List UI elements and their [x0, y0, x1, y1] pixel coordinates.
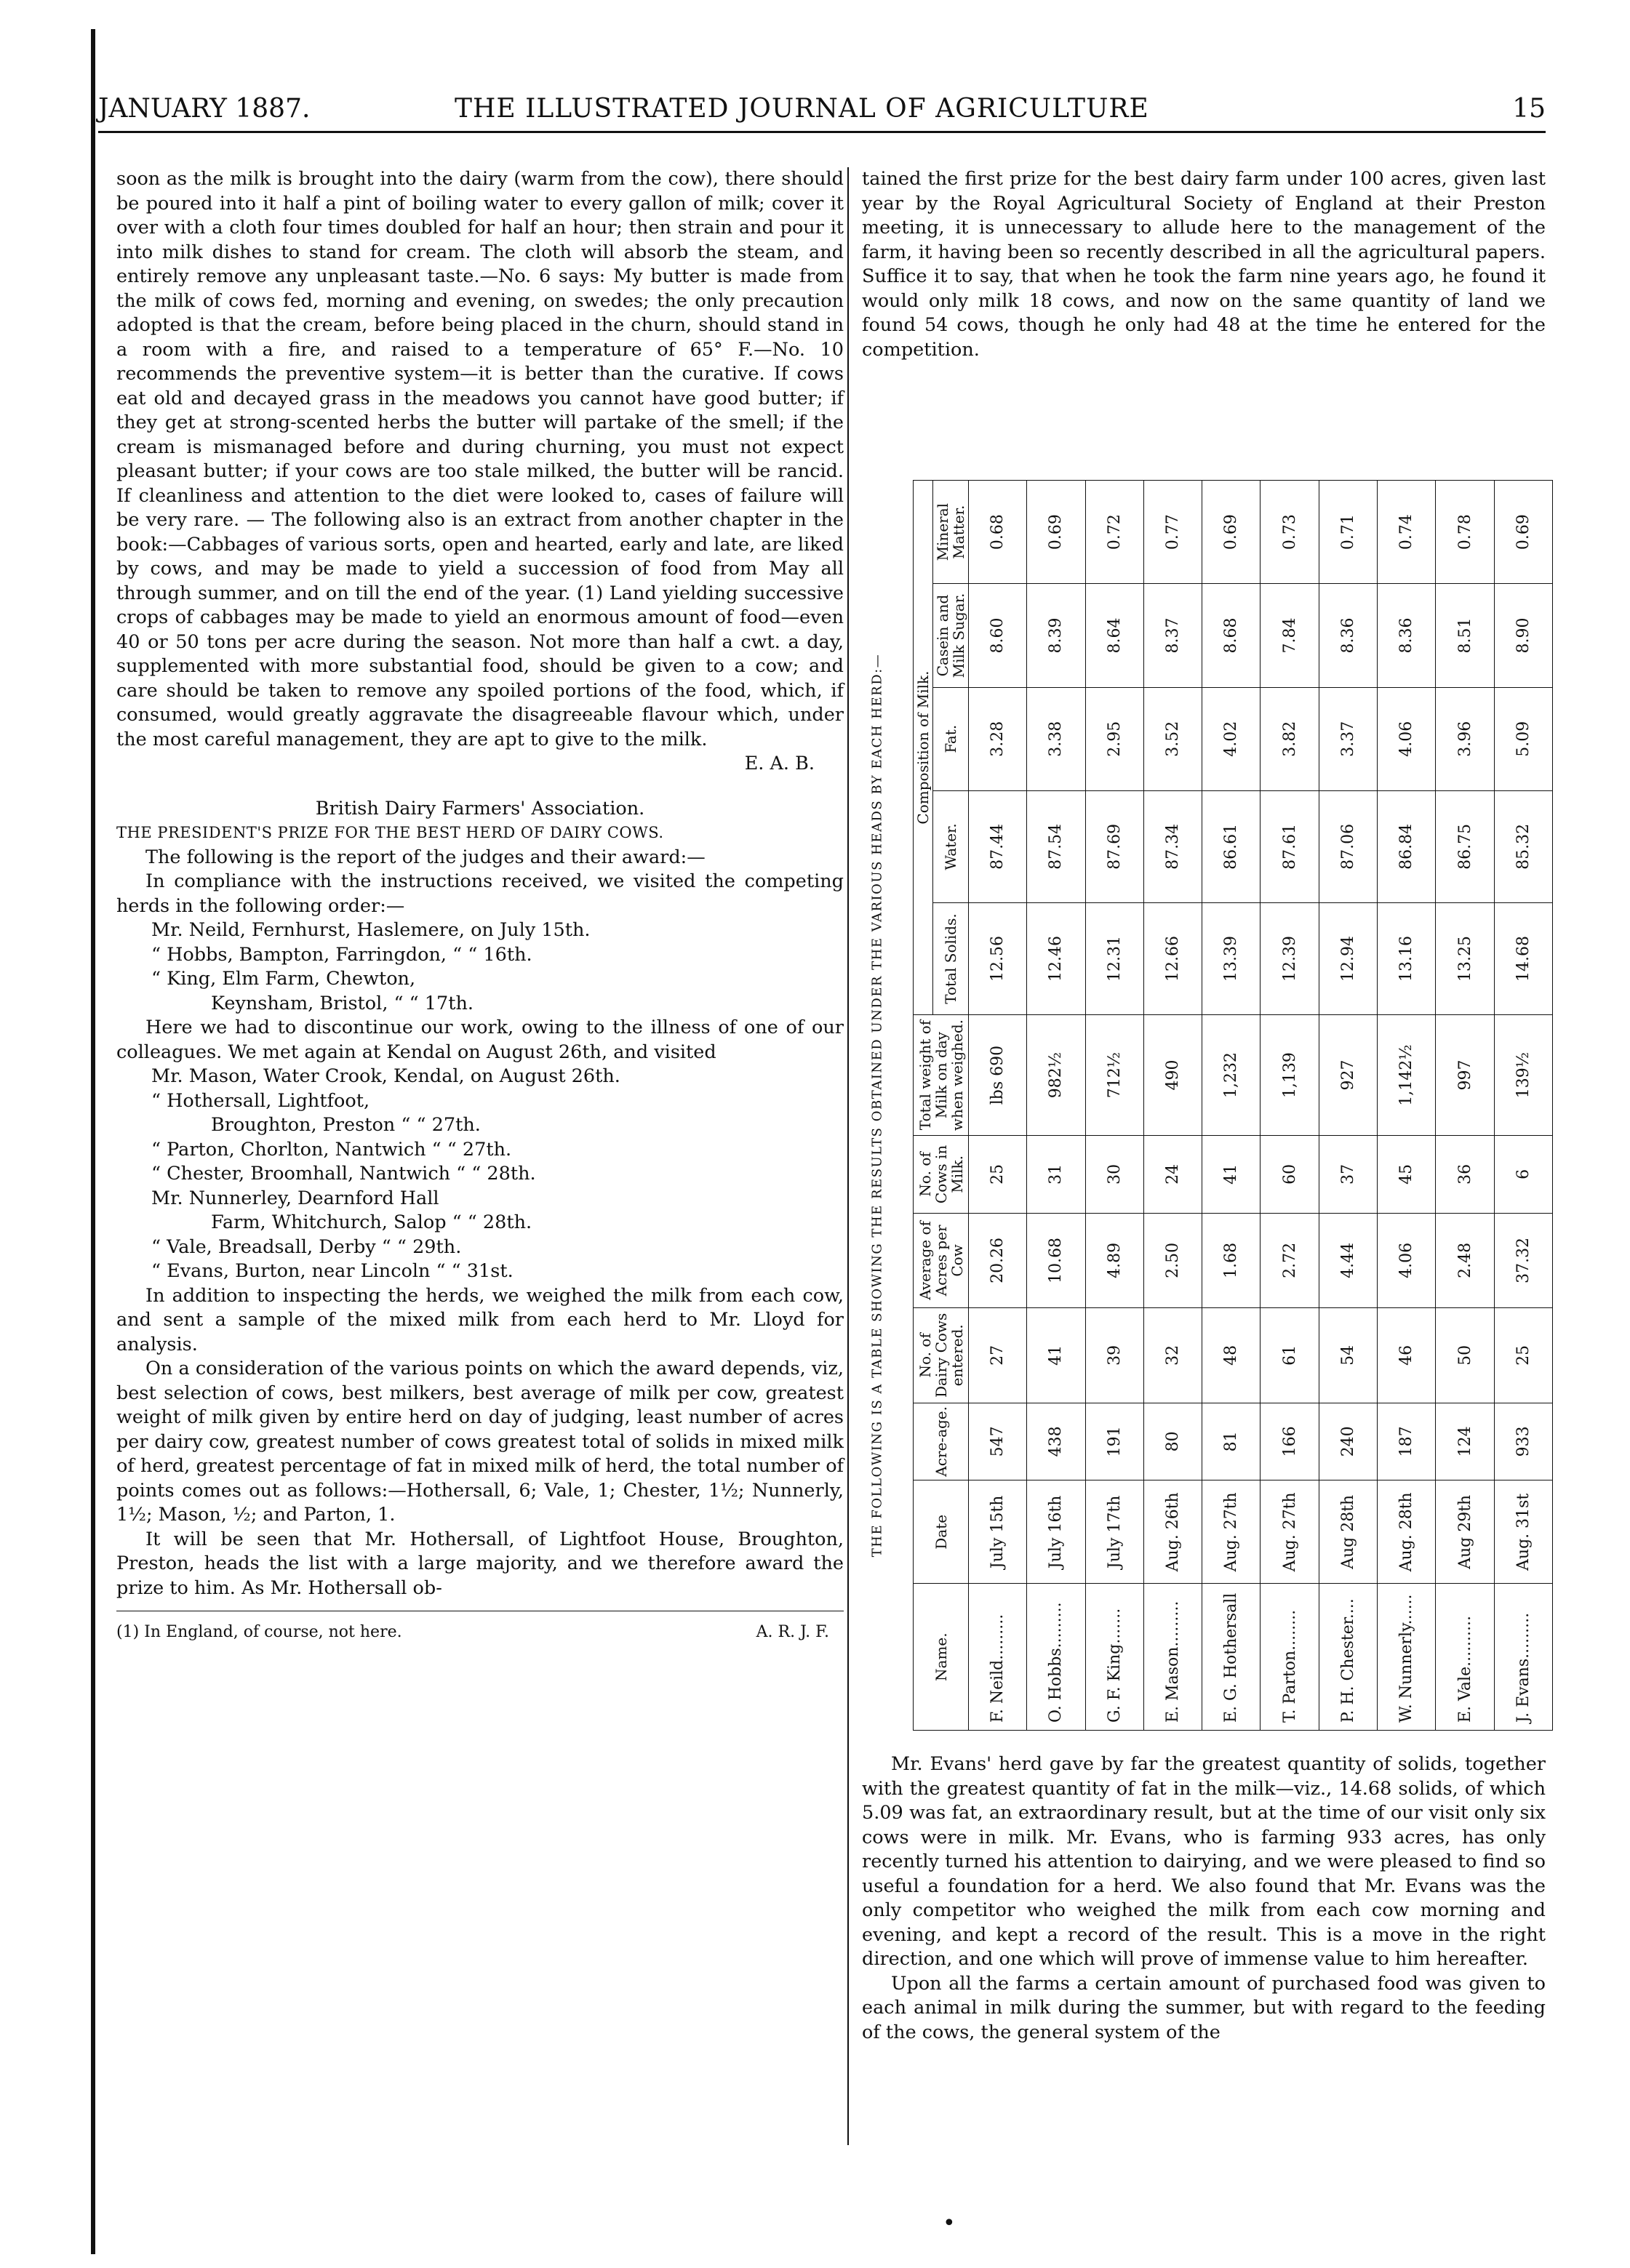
cell-total-solids: 12.56 [969, 902, 1027, 1014]
cell-total-solids: 12.66 [1143, 902, 1202, 1014]
body-paragraph: soon as the milk is brought into the dairy (warm from the cow), there should be poured into it half a pint of boiling water to every gallon of milk; cover it over with a cloth four times doubled for half an hour; then strain and pour it into milk dishes to stand for cream. The cloth will absorb the steam, and entirely remove any unpleasant taste.—No. 6 says: My butter is made from the milk of cows fed, morning and evening, on swedes; the only precaution adopted is that the cream, before being placed in the churn, should stand in a room with a fire, and raised to a temperature of 65° F.—No. 10 recommends the preventive system—it is better than the curative. If cows eat old and decayed grass in the meadows you cannot have good butter; if they get at strong-scented herbs the butter will partake of the smell; if the cream is mismanaged before and during churning, you must not expect pleasant butter; if your cows are too stale milked, the butter will be rancid. If cleanliness and attention to the diet were looked to, cases of failure will be very rare. — The following also is an extract from another chapter in the book:—Cabbages of various sorts, open and hearted, early and late, are liked by cows, and may be made to yield a succession of food from May all through summer, and on till the end of the year. (1) Land yielding successive crops of cabbages may be made to yield an enormous amount of food—even 40 or 50 tons per acre during the season. Not more than half a cwt. a day, supplemented with more substantial food, should be given to a cow; and care should be taken to remove any spoiled portions of the food, which, if consumed, would greatly aggravate the disagreeable flavour which, under the most careful management, they are apt to give to the milk. [116, 168, 844, 750]
cell-fat: 2.95 [1085, 687, 1143, 790]
body-paragraph: On a consideration of the various points on which the award depends, viz, best selection of cows, best milkers, best average of milk per cow, greatest weight of milk given by entire herd on day of judging, least number of acres per dairy cow, greatest number of cows greatest total of solids in mixed milk of herd, greatest percentage of fat in mixed milk of herd, the total number of points comes out as follows:—Hothersall, 6; Vale, 1; Chester, 1½; Nunnerly, 1½; Mason, ½; and Parton, 1. [116, 1358, 844, 1526]
author-signature: E. A. B. [744, 753, 815, 774]
cell-name: O. Hobbs......... [1027, 1584, 1085, 1731]
cell-dairy-cows: 54 [1319, 1308, 1377, 1403]
cell-acreage: 438 [1027, 1403, 1085, 1480]
cell-total-weight: 139½ [1494, 1015, 1552, 1136]
cell-water: 87.61 [1261, 790, 1319, 902]
cell-date: Aug. 31st [1494, 1480, 1552, 1584]
cell-acreage: 80 [1143, 1403, 1202, 1480]
cell-water: 86.61 [1202, 790, 1261, 902]
cell-acreage: 81 [1202, 1403, 1261, 1480]
visit-line: “ King, Elm Farm, Chewton, [151, 968, 416, 990]
body-paragraph: Here we had to discontinue our work, owing to the illness of one of our colleagues. We met again at Kendal on August 26th, and visited [116, 1017, 844, 1063]
visit-line: Mr. Neild, Fernhurst, Haslemere, on July 15th. [151, 919, 591, 941]
cell-water: 87.44 [969, 790, 1027, 902]
cell-casein: 8.60 [969, 584, 1027, 687]
col-header-date: Date [914, 1480, 969, 1584]
cell-total-weight: 997 [1436, 1015, 1494, 1136]
cell-cows-in-milk: 24 [1143, 1136, 1202, 1214]
cell-casein: 8.68 [1202, 584, 1261, 687]
col-header-cows-in-milk: No. of Cows in Milk. [914, 1136, 969, 1214]
cell-date: Aug. 28th [1378, 1480, 1436, 1584]
cell-acreage: 166 [1261, 1403, 1319, 1480]
visit-line: Keynsham, Bristol, “ “ 17th. [211, 992, 474, 1014]
cell-total-solids: 14.68 [1494, 902, 1552, 1014]
cell-water: 87.69 [1085, 790, 1143, 902]
cell-casein: 7.84 [1261, 584, 1319, 687]
cell-cows-in-milk: 31 [1027, 1136, 1085, 1214]
header-date: JANUARY 1887. [98, 94, 311, 124]
col-header-mineral: Mineral Matter. [933, 481, 969, 584]
cell-total-weight: 490 [1143, 1015, 1202, 1136]
cell-acres-per-cow: 2.50 [1143, 1213, 1202, 1307]
cell-acres-per-cow: 2.72 [1261, 1213, 1319, 1307]
table-row [1378, 481, 1436, 1731]
col-header-total-weight: Total weight of Milk on day when weighed. [914, 1015, 969, 1136]
col-header-dairy-cows: No. of Dairy Cows entered. [914, 1308, 969, 1403]
page-number: 15 [1512, 94, 1546, 124]
cell-dairy-cows: 46 [1378, 1308, 1436, 1403]
cell-total-weight: 1,142½ [1378, 1015, 1436, 1136]
cell-name: J. Evans......... [1494, 1584, 1552, 1731]
cell-fat: 5.09 [1494, 687, 1552, 790]
cell-dairy-cows: 41 [1027, 1308, 1085, 1403]
col-header-acres-per-cow: Average of Acres per Cow [914, 1213, 969, 1307]
cell-casein: 8.39 [1027, 584, 1085, 687]
cell-cows-in-milk: 36 [1436, 1136, 1494, 1214]
cell-date: Aug. 27th [1202, 1480, 1261, 1584]
visit-line: “ Hobbs, Bampton, Farringdon, “ “ 16th. [151, 943, 532, 966]
cell-casein: 8.51 [1436, 584, 1494, 687]
cell-acreage: 187 [1378, 1403, 1436, 1480]
cell-casein: 8.90 [1494, 584, 1552, 687]
table-row [969, 481, 1027, 1731]
cell-cows-in-milk: 41 [1202, 1136, 1261, 1214]
footnote [116, 1620, 844, 1645]
cell-cows-in-milk: 6 [1494, 1136, 1552, 1214]
cell-mineral: 0.69 [1494, 481, 1552, 584]
journal-title: THE ILLUSTRATED JOURNAL OF AGRICULTURE [455, 94, 1149, 124]
footnote-signature: A. R. J. F. [756, 1623, 829, 1641]
cell-casein: 8.37 [1143, 584, 1202, 687]
right-column-top [862, 167, 1546, 362]
footnote-text: (1) In England, of course, not here. [116, 1623, 402, 1641]
cell-acreage: 547 [969, 1403, 1027, 1480]
table-row [1143, 481, 1202, 1731]
cell-mineral: 0.73 [1261, 481, 1319, 584]
table-row [1085, 481, 1143, 1731]
cell-total-solids: 13.25 [1436, 902, 1494, 1014]
cell-mineral: 0.77 [1143, 481, 1202, 584]
cell-fat: 3.96 [1436, 687, 1494, 790]
section-subtitle: THE PRESIDENT'S PRIZE FOR THE BEST HERD OF DAIRY COWS. [116, 824, 664, 841]
cell-dairy-cows: 61 [1261, 1308, 1319, 1403]
cell-acreage: 124 [1436, 1403, 1494, 1480]
cell-mineral: 0.71 [1319, 481, 1377, 584]
col-header-acreage: Acre-age. [914, 1403, 969, 1480]
visit-line: Mr. Mason, Water Crook, Kendal, on August 26th. [151, 1065, 620, 1087]
cell-water: 87.34 [1143, 790, 1202, 902]
cell-acres-per-cow: 10.68 [1027, 1213, 1085, 1307]
cell-mineral: 0.72 [1085, 481, 1143, 584]
print-mark: • [943, 2211, 956, 2236]
col-header-name: Name. [914, 1584, 969, 1731]
table-header-row [914, 481, 933, 1731]
cell-acreage: 191 [1085, 1403, 1143, 1480]
col-header-composition: Composition of Milk. [914, 481, 933, 1015]
cell-acres-per-cow: 4.06 [1378, 1213, 1436, 1307]
cell-fat: 4.06 [1378, 687, 1436, 790]
table-row [1436, 481, 1494, 1731]
cell-total-weight: lbs 690 [969, 1015, 1027, 1136]
results-table-rotated [913, 480, 1553, 1731]
cell-date: Aug. 27th [1261, 1480, 1319, 1584]
cell-name: E. Mason......... [1143, 1584, 1202, 1731]
table-caption-text: THE FOLLOWING IS A TABLE SHOWING THE RESULTS OBTAINED UNDER THE VARIOUS HEADS BY EACH HERD:— [869, 653, 885, 1558]
cell-mineral: 0.68 [969, 481, 1027, 584]
cell-total-solids: 12.46 [1027, 902, 1085, 1014]
cell-total-weight: 712½ [1085, 1015, 1143, 1136]
cell-dairy-cows: 32 [1143, 1308, 1202, 1403]
cell-mineral: 0.78 [1436, 481, 1494, 584]
cell-date: Aug. 26th [1143, 1480, 1202, 1584]
col-header-total-solids: Total Solids. [933, 902, 969, 1014]
right-column-bottom [862, 1752, 1546, 2045]
cell-fat: 3.28 [969, 687, 1027, 790]
cell-acres-per-cow: 1.68 [1202, 1213, 1261, 1307]
cell-dairy-cows: 25 [1494, 1308, 1552, 1403]
col-header-water: Water. [933, 790, 969, 902]
column-divider [847, 167, 849, 2145]
visit-line: “ Parton, Chorlton, Nantwich “ “ 27th. [151, 1138, 512, 1161]
cell-date: July 16th [1027, 1480, 1085, 1584]
body-paragraph: The following is the report of the judges and their award:— [145, 846, 706, 868]
cell-acres-per-cow: 20.26 [969, 1213, 1027, 1307]
cell-name: T. Parton........ [1261, 1584, 1319, 1731]
table-row [1261, 481, 1319, 1731]
cell-dairy-cows: 50 [1436, 1308, 1494, 1403]
cell-acres-per-cow: 2.48 [1436, 1213, 1494, 1307]
cell-fat: 4.02 [1202, 687, 1261, 790]
visit-line: “ Evans, Burton, near Lincoln “ “ 31st. [151, 1260, 514, 1282]
body-paragraph: In compliance with the instructions received, we visited the competing herds in the following order:— [116, 870, 844, 917]
cell-date: Aug 28th [1319, 1480, 1377, 1584]
cell-total-solids: 13.39 [1202, 902, 1261, 1014]
cell-mineral: 0.69 [1202, 481, 1261, 584]
cell-mineral: 0.74 [1378, 481, 1436, 584]
results-table-block [869, 480, 1546, 1731]
cell-water: 86.84 [1378, 790, 1436, 902]
cell-total-weight: 927 [1319, 1015, 1377, 1136]
cell-fat: 3.82 [1261, 687, 1319, 790]
table-caption [865, 480, 890, 1731]
cell-total-solids: 12.39 [1261, 902, 1319, 1014]
cell-name: E. G. Hothersall [1202, 1584, 1261, 1731]
cell-date: July 17th [1085, 1480, 1143, 1584]
cell-date: July 15th [969, 1480, 1027, 1584]
left-column [116, 167, 844, 1645]
cell-fat: 3.38 [1027, 687, 1085, 790]
cell-cows-in-milk: 45 [1378, 1136, 1436, 1214]
cell-acres-per-cow: 4.44 [1319, 1213, 1377, 1307]
cell-name: E. Vale.......... [1436, 1584, 1494, 1731]
cell-total-solids: 12.94 [1319, 902, 1377, 1014]
cell-total-solids: 12.31 [1085, 902, 1143, 1014]
cell-casein: 8.64 [1085, 584, 1143, 687]
cell-name: F. Neild......... [969, 1584, 1027, 1731]
visit-line: Mr. Nunnerley, Dearnford Hall [151, 1187, 439, 1209]
cell-cows-in-milk: 30 [1085, 1136, 1143, 1214]
body-paragraph: Mr. Evans' herd gave by far the greatest quantity of solids, together with the greatest quantity of fat in the milk—viz., 14.68 solids, of which 5.09 was fat, an extraordinary result, but at the time of our visit only six cows were in milk. Mr. Evans, who is farming 933 acres, has only recently turned his attention to dairying, and we were pleased to find so useful a foundation for a herd. We also found that Mr. Evans was the only competitor who weighed the milk from each cow morning and evening, and kept a record of the result. This is a move in the right direction, and one which will prove of immense value to him hereafter. [862, 1753, 1546, 1970]
cell-acres-per-cow: 37.32 [1494, 1213, 1552, 1307]
visit-line: “ Vale, Breadsall, Derby “ “ 29th. [151, 1235, 462, 1258]
table-row [1027, 481, 1085, 1731]
body-paragraph: Upon all the farms a certain amount of purchased food was given to each animal in milk during the summer, but with regard to the feeding of the cows, the general system of the [862, 1972, 1546, 2043]
page-edge-rule [91, 29, 95, 2254]
cell-acres-per-cow: 4.89 [1085, 1213, 1143, 1307]
cell-fat: 3.37 [1319, 687, 1377, 790]
cell-acreage: 240 [1319, 1403, 1377, 1480]
col-header-fat: Fat. [933, 687, 969, 790]
cell-acreage: 933 [1494, 1403, 1552, 1480]
cell-casein: 8.36 [1378, 584, 1436, 687]
cell-cows-in-milk: 60 [1261, 1136, 1319, 1214]
cell-water: 86.75 [1436, 790, 1494, 902]
results-table [913, 480, 1553, 1731]
col-header-casein: Casein and Milk Sugar. [933, 584, 969, 687]
body-paragraph: In addition to inspecting the herds, we weighed the milk from each cow, and sent a sample of the mixed milk from each herd to Mr. Lloyd for analysis. [116, 1284, 844, 1355]
section-title: British Dairy Farmers' Association. [315, 797, 645, 820]
cell-total-solids: 13.16 [1378, 902, 1436, 1014]
visit-line: “ Chester, Broomhall, Nantwich “ “ 28th. [151, 1163, 536, 1185]
cell-cows-in-milk: 25 [969, 1136, 1027, 1214]
page-header [98, 87, 1546, 133]
table-row [1202, 481, 1261, 1731]
cell-name: P. H. Chester.... [1319, 1584, 1377, 1731]
visit-line: “ Hothersall, Lightfoot, [151, 1089, 370, 1112]
cell-name: G. F. King....... [1085, 1584, 1143, 1731]
body-paragraph: tained the first prize for the best dairy farm under 100 acres, given last year by the Royal Agricultural Society of England at their Preston meeting, it is unnecessary to allude here to the management of the farm, it having been so recently described in all the agricultural papers. Suffice it to say, that when he took the farm nine years ago, he found it would only milk 18 cows, and now on the same quantity of land we found 54 cows, though he only had 48 at the time he entered for the competition. [862, 168, 1546, 361]
cell-dairy-cows: 39 [1085, 1308, 1143, 1403]
cell-dairy-cows: 27 [969, 1308, 1027, 1403]
cell-dairy-cows: 48 [1202, 1308, 1261, 1403]
body-paragraph: It will be seen that Mr. Hothersall, of Lightfoot House, Broughton, Preston, heads the list with a large majority, and we therefore award the prize to him. As Mr. Hothersall ob- [116, 1528, 844, 1599]
table-row [1319, 481, 1377, 1731]
cell-date: Aug 29th [1436, 1480, 1494, 1584]
cell-casein: 8.36 [1319, 584, 1377, 687]
cell-fat: 3.52 [1143, 687, 1202, 790]
cell-mineral: 0.69 [1027, 481, 1085, 584]
cell-water: 85.32 [1494, 790, 1552, 902]
cell-cows-in-milk: 37 [1319, 1136, 1377, 1214]
cell-total-weight: 982½ [1027, 1015, 1085, 1136]
cell-total-weight: 1,139 [1261, 1015, 1319, 1136]
table-row [1494, 481, 1552, 1731]
cell-water: 87.06 [1319, 790, 1377, 902]
cell-total-weight: 1,232 [1202, 1015, 1261, 1136]
cell-water: 87.54 [1027, 790, 1085, 902]
visit-line: Broughton, Preston “ “ 27th. [211, 1114, 481, 1136]
visit-line: Farm, Whitchurch, Salop “ “ 28th. [211, 1211, 532, 1233]
cell-name: W. Nunnerly...... [1378, 1584, 1436, 1731]
